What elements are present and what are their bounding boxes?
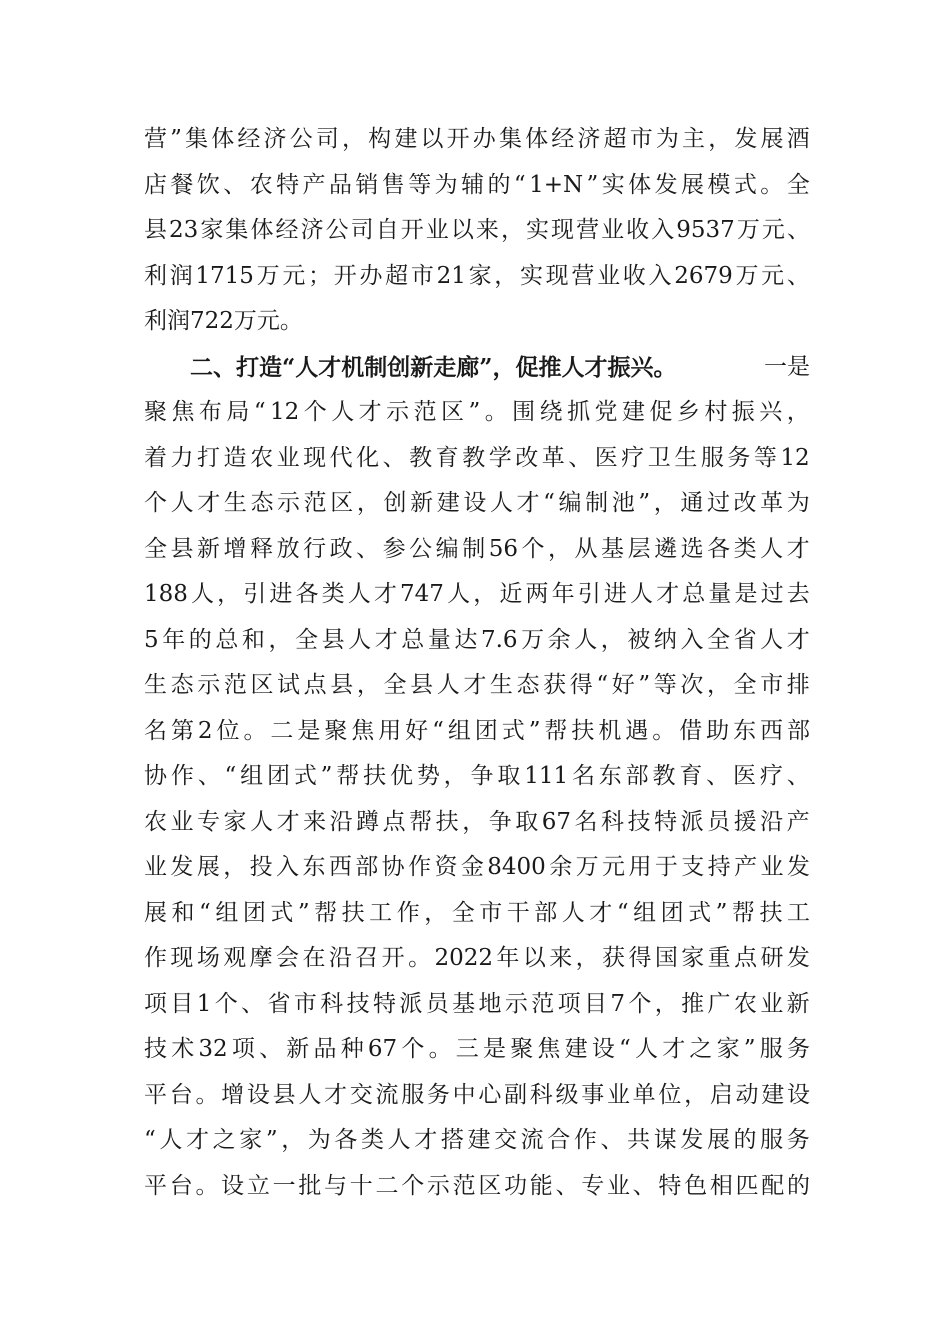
section-heading: 二、打造“人才机制创新走廊”，促推人才振兴。 xyxy=(190,353,677,381)
paragraph-line: 技 术 32 项 、 新 品 种 67 个 。 三 是 聚 焦 建 设 “ 人 才 之 家 ” 服 务 xyxy=(144,1036,810,1062)
paragraph-line: 业 发 展 ， 投 入 东 西 部 协 作 资 金 8400 余 万 元 用 于 支 持 产 业 发 xyxy=(144,854,810,880)
paragraph-line: 项 目 1 个 、 省 市 科 技 特 派 员 基 地 示 范 项 目 7 个 ， 推 广 农 业 新 xyxy=(144,990,810,1017)
paragraph-line: 利 润 1715 万 元 ； 开 办 超 市 21 家 ， 实 现 营 业 收 入 2679 万 元 、 xyxy=(144,262,810,289)
section-heading-line xyxy=(144,345,810,391)
paragraph-line: 名 第 2 位 。 二 是 聚 焦 用 好 “ 组 团 式 ” 帮 扶 机 遇 。 借 助 东 西 部 xyxy=(144,717,810,744)
paragraph-line: 县 23 家 集 体 经 济 公 司 自 开 业 以 来 ， 实 现 营 业 收 入 9537 万 元 、 xyxy=(144,217,810,243)
paragraph-line: 全 县 新 增 释 放 行 政 、 参 公 编 制 56 个 ， 从 基 层 遴 选 各 类 人 才 xyxy=(144,535,810,562)
paragraph-line: 店 餐 饮 、 农 特 产 品 销 售 等 为 辅 的 “ 1+N ” 实 体 发 展 模 式 。 全 xyxy=(144,171,810,198)
paragraph-line: 个 人 才 生 态 示 范 区 ， 创 新 建 设 人 才 “ 编 制 池 ” ， 通 过 改 革 为 xyxy=(144,490,810,516)
paragraph-line: 作 现 场 观 摩 会 在 沿 召 开 。 2022 年 以 来 ， 获 得 国 家 重 点 研 发 xyxy=(144,945,810,971)
paragraph-line: 协 作 、 “ 组 团 式 ” 帮 扶 优 势 ， 争 取 111 名 东 部 教 育 、 医 疗 、 xyxy=(144,763,810,789)
paragraph-line: 188 人 ， 引 进 各 类 人 才 747 人 ， 近 两 年 引 进 人 才 总 量 是 过 去 xyxy=(144,581,810,607)
paragraph-line: 平 台 。 增 设 县 人 才 交 流 服 务 中 心 副 科 级 事 业 单 位 ， 启 动 建 设 xyxy=(144,1081,810,1108)
paragraph-line: 聚 焦 布 局 “ 12 个 人 才 示 范 区 ” 。 围 绕 抓 党 建 促 乡 村 振 兴 ， xyxy=(144,399,810,425)
document-body xyxy=(144,117,810,1209)
paragraph-line: “ 人 才 之 家 ” ， 为 各 类 人 才 搭 建 交 流 合 作 、 共 谋 发 展 的 服 务 xyxy=(144,1127,810,1153)
paragraph-line: 生 态 示 范 区 试 点 县 ， 全 县 人 才 生 态 获 得 “ 好 ” 等 次 ， 全 市 排 xyxy=(144,672,810,698)
paragraph-line: 着 力 打 造 农 业 现 代 化 、 教 育 教 学 改 革 、 医 疗 卫 生 服 务 等 12 xyxy=(144,444,810,471)
paragraph-line: 利润722万元。 xyxy=(144,308,303,334)
paragraph-line: 5 年 的 总 和 ， 全 县 人 才 总 量 达 7.6 万 余 人 ， 被 纳 入 全 省 人 才 xyxy=(144,626,810,653)
heading-continuation: 一是 xyxy=(764,353,810,380)
paragraph-line: 营 ” 集 体 经 济 公 司 ， 构 建 以 开 办 集 体 经 济 超 市 为 主 ， 发 展 酒 xyxy=(144,126,810,152)
paragraph-line: 展 和 “ 组 团 式 ” 帮 扶 工 作 ， 全 市 干 部 人 才 “ 组 团 式 ” 帮 扶 工 xyxy=(144,899,810,926)
paragraph-line: 平 台 。 设 立 一 批 与 十 二 个 示 范 区 功 能 、 专 业 、 特 色 相 匹 配 的 xyxy=(144,1172,810,1199)
paragraph-line: 农 业 专 家 人 才 来 沿 蹲 点 帮 扶 ， 争 取 67 名 科 技 特 派 员 援 沿 产 xyxy=(144,808,810,835)
